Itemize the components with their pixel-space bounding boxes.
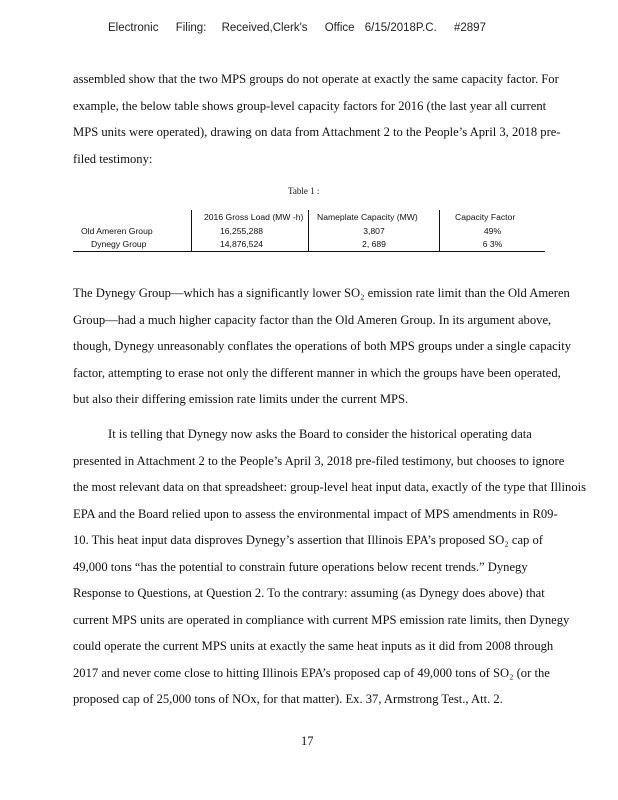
- text-line: It is telling that Dynegy now asks the Board to consider the historical operating data: [108, 427, 532, 441]
- header-electronic: Electronic: [108, 22, 159, 34]
- text-line: could operate the current MPS units at exactly the same heat inputs as it did from 2008 through: [73, 639, 554, 653]
- text-line: filed testimony:: [73, 151, 153, 166]
- table-cell: 6 3%: [440, 238, 546, 252]
- table-cell: 14,876,524: [192, 238, 309, 252]
- paragraph-2: [73, 280, 588, 413]
- header-office: Office: [324, 22, 355, 34]
- paragraph-1: [73, 66, 588, 172]
- table-cell: 49%: [440, 225, 546, 238]
- text-line: example, the below table shows group-level capacity factors for 2016 (the last year all current: [73, 98, 547, 113]
- table-header-cell: Nameplate Capacity (MW): [309, 210, 440, 225]
- table-header-row: [73, 210, 545, 225]
- table-title: Table 1 :: [288, 186, 320, 196]
- header-number: #2897: [454, 22, 486, 34]
- page-number: 17: [301, 734, 314, 748]
- header-received: Received,Clerk's: [221, 22, 308, 34]
- table-cell: 3,807: [309, 225, 440, 238]
- header-date: 6/15/2018P.C.: [364, 22, 437, 34]
- text-line: current MPS units are operated in compliance with current MPS emission rate limits, then Dynegy: [73, 612, 570, 627]
- text-line: 2017 and never come close to hitting Illinois EPA’s proposed cap of 49,000 tons of SO₂ (or the: [73, 665, 550, 680]
- header-filing: Filing:: [175, 22, 207, 34]
- text-line: presented in Attachment 2 to the People’s April 3, 2018 pre-filed testimony, but chooses to ignore: [73, 453, 565, 468]
- table-header-cell: [73, 210, 192, 225]
- filing-header: [108, 22, 608, 34]
- text-line: though, Dynegy unreasonably conflates the operations of both MPS groups under a single capacity: [73, 339, 572, 353]
- text-line: MPS units were operated), drawing on data from Attachment 2 to the People’s April 3, 2018 pre-: [73, 125, 561, 139]
- text-line: 10. This heat input data disproves Dynegy’s assertion that Illinois EPA’s proposed SO₂ cap of: [73, 533, 543, 547]
- text-line: Group—had a much higher capacity factor than the Old Ameren Group. In its argument above,: [73, 312, 552, 327]
- table-cell: Old Ameren Group: [81, 226, 153, 236]
- table-cell: Dynegy Group: [73, 238, 192, 252]
- capacity-factor-table: [73, 210, 545, 252]
- table-header-cell: Capacity Factor: [440, 210, 546, 225]
- table-cell: 16,255,288: [192, 225, 309, 238]
- text-line: but also their differing emission rate limits under the current MPS.: [73, 392, 409, 406]
- table-row: [73, 225, 545, 238]
- text-line: Response to Questions, at Question 2. To the contrary: assuming (as Dynegy does above) that: [73, 586, 545, 600]
- text-line: proposed cap of 25,000 tons of NOx, for that matter). Ex. 37, Armstrong Test., Att. 2.: [73, 692, 503, 706]
- text-line: EPA and the Board relied upon to assess the environmental impact of MPS amendments in R09-: [73, 506, 558, 521]
- table-cell: 2, 689: [309, 238, 440, 252]
- paragraph-3: [73, 421, 588, 713]
- text-line: assembled show that the two MPS groups do not operate at exactly the same capacity factor. For: [73, 72, 559, 86]
- table-row: [73, 238, 545, 252]
- text-line: factor, attempting to erase not only the different manner in which the groups have been operated,: [73, 365, 561, 380]
- text-line: The Dynegy Group—which has a significantly lower SO₂ emission rate limit than the Old Ameren: [73, 286, 570, 300]
- table-header-cell: 2016 Gross Load (MW -h): [192, 210, 309, 225]
- text-line: 49,000 tons “has the potential to constrain future operations below recent trends.” Dynegy: [73, 559, 528, 574]
- text-line: the most relevant data on that spreadsheet: group-level heat input data, exactly of the type that Illinois: [73, 480, 587, 494]
